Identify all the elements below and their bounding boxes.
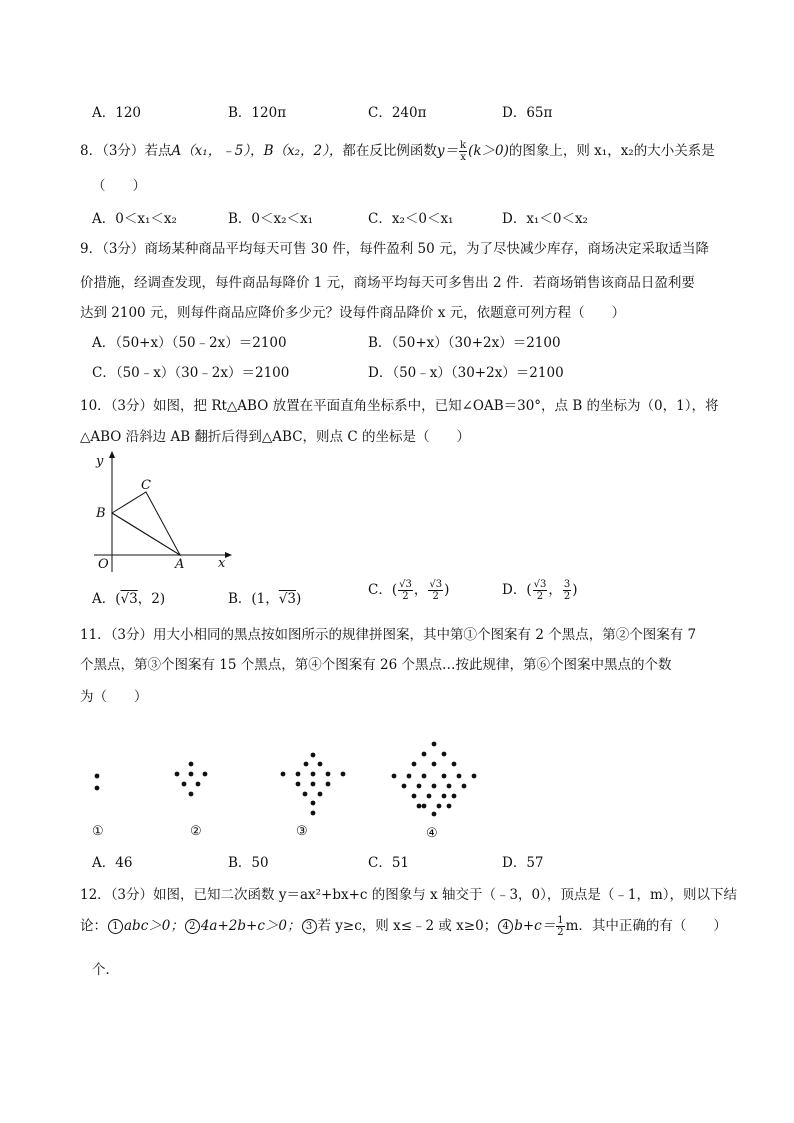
q8-number: 8． — [80, 143, 103, 159]
dot — [417, 804, 422, 809]
q12-text-2f: m．其中正确的有（ ） — [565, 918, 727, 934]
dot — [402, 784, 407, 789]
q12-line-3: 个． — [92, 962, 119, 978]
dot — [311, 801, 316, 806]
q10-label-b: B — [96, 506, 106, 521]
dot — [318, 792, 323, 797]
dot — [303, 792, 308, 797]
q8-text-c: 的图象上，则 x₁，x₂的大小关系是 — [508, 143, 715, 159]
q11-number: 11． — [80, 627, 111, 643]
q10-opt-c-d1: 2 — [402, 591, 409, 602]
q10-opt-c-prefix: C．( — [368, 582, 398, 598]
q8-score: （3分） — [102, 143, 145, 159]
q10-label-a: A — [175, 557, 185, 572]
dot — [311, 782, 316, 787]
dot — [189, 762, 194, 767]
q10-number: 10． — [80, 398, 111, 414]
dot — [196, 782, 201, 787]
q12-text-2e: b+c＝ — [514, 918, 556, 934]
dot — [304, 762, 309, 767]
q12-number: 12． — [80, 887, 111, 903]
q12-score: （3分） — [110, 887, 154, 903]
q12-circle-4: 4 — [498, 919, 513, 934]
q8-point-b: B（x₂，2）， — [263, 143, 343, 159]
q8-point-a: A（x₁，﹣5）， — [171, 143, 264, 159]
q8-option-a: A．0＜x₁＜x₂ — [92, 211, 177, 227]
dot — [296, 782, 301, 787]
q8-func-cond: (k＞0) — [468, 143, 509, 159]
q9-line-2: 价措施，经调查发现，每件商品每降价 1 元，商场平均每天可多售出 2 件．若商场销售该商品日盈利要 — [80, 275, 695, 291]
dot — [452, 762, 457, 767]
q9-text-1: 商场某种商品平均每天可售 30 件，每件盈利 50 元，为了尽快减少库存，商场决定采取适当降 — [144, 241, 709, 257]
q11-text-1: 用大小相同的黑点按如图所示的规律拼图案，其中第①个图案有 2 个黑点，第②个图案有 7 — [153, 627, 697, 643]
q11-figure-label-2: ② — [190, 824, 202, 839]
q11-line-3: 为（ ） — [80, 689, 148, 705]
q10-label-o: O — [98, 557, 109, 572]
q10-line-2: △ABO 沿斜边 AB 翻折后得到△ABC，则点 C 的坐标是（ ） — [80, 429, 470, 445]
q12-fraction — [556, 915, 564, 938]
q10-option-c: C．( $\frac{√3}{2}$ ， $\frac{√3}{2}$ ) — [368, 579, 450, 602]
dot — [296, 772, 301, 777]
dot — [437, 804, 442, 809]
dot — [417, 784, 422, 789]
dot — [392, 774, 397, 779]
q11-option-c: C．51 — [368, 855, 410, 871]
q10-score: （3分） — [110, 398, 154, 414]
q11-line-2: 个黑点，第③个图案有 15 个黑点，第④个图案有 26 个黑点…按此规律，第⑥个图案中黑点的个数 — [80, 657, 672, 673]
q9-option-c: C．（50﹣x）（30﹣2x）＝2100 — [92, 365, 290, 381]
q11-pattern-4 — [392, 742, 477, 817]
q10-opt-a-prefix: A．( — [92, 591, 121, 607]
dot — [311, 772, 316, 777]
q10-label-y: y — [96, 454, 104, 469]
dot — [189, 772, 194, 777]
q8-text-b: 都在反比例函数 — [342, 143, 437, 159]
q7-option-c: C．240π — [368, 105, 427, 121]
q8-func-lhs: y＝ — [436, 143, 458, 159]
q7-option-b: B．120π — [228, 105, 287, 121]
dot — [447, 804, 452, 809]
q11-pattern-3 — [281, 753, 346, 816]
dot — [422, 804, 427, 809]
dot — [281, 772, 286, 777]
dot — [432, 762, 437, 767]
q10-opt-b-prefix: B．(1， — [228, 591, 279, 607]
q10-opt-d-prefix: D．( — [502, 582, 532, 598]
q10-opt-d-d2: 2 — [563, 591, 571, 602]
q11-option-b: B．50 — [228, 855, 269, 871]
dot — [311, 753, 316, 758]
dot — [432, 784, 437, 789]
dot — [432, 742, 437, 747]
q10-opt-b-sqrt: √3 — [278, 591, 296, 607]
q11-pattern-2 — [175, 762, 208, 797]
q11-score: （3分） — [110, 627, 154, 643]
q9-option-d: D．（50﹣x）（30+2x）＝2100 — [368, 365, 564, 381]
dot — [95, 774, 100, 779]
q10-opt-b-suffix: ) — [295, 591, 302, 607]
dot — [203, 772, 208, 777]
q8-func-den: x — [460, 152, 466, 163]
q11-option-d: D．57 — [502, 855, 544, 871]
q10-opt-a-sqrt: √3 — [120, 591, 138, 607]
dot — [442, 752, 447, 757]
dot — [432, 812, 437, 817]
q12-frac-den: 2 — [557, 927, 564, 938]
dot — [326, 782, 331, 787]
dot — [472, 774, 477, 779]
q9-option-b: B．（50+x）（30+2x）＝2100 — [368, 335, 561, 351]
q12-text-2a: 论： — [80, 918, 107, 934]
q10-label-c: C — [141, 478, 151, 493]
dot — [427, 794, 432, 799]
q10-opt-c-d2: 2 — [432, 591, 439, 602]
q7-option-a: A．120 — [92, 105, 142, 121]
dot — [422, 752, 427, 757]
q10-option-d: D．( $\frac{√3}{2}$ ， $\frac{3}{2}$ ) — [502, 579, 578, 602]
q10-opt-c-n1: √3 — [399, 579, 412, 590]
dot — [442, 774, 447, 779]
q10-text-1: 如图，把 Rt△ABO 放置在平面直角坐标系中，已知∠OAB＝30°，点 B 的坐标为（0，1），将 — [153, 398, 719, 414]
q12-line-1 — [80, 883, 737, 903]
q12-text-1: 如图，已知二次函数 y＝ax²+bx+c 的图象与 x 轴交于（﹣3，0），顶点是（﹣1，m），则以下结 — [153, 887, 738, 903]
q11-figure-label-4: ④ — [426, 826, 438, 841]
q12-text-2d: 若 y≥c，则 x≤﹣2 或 x≥0； — [317, 918, 498, 934]
dot — [318, 762, 323, 767]
q12-frac-num: 1 — [557, 915, 564, 926]
q12-circle-3: 3 — [302, 919, 317, 934]
q10-opt-d-n2: 3 — [563, 579, 571, 590]
dot — [442, 794, 447, 799]
q8-option-b: B．0＜x₂＜x₁ — [228, 211, 314, 227]
q10-opt-d-suffix: ) — [572, 582, 578, 598]
q7-option-d: D．65π — [502, 105, 553, 121]
dot — [422, 774, 427, 779]
q9-option-a: A．（50+x）（50﹣2x）＝2100 — [92, 335, 287, 351]
q11-figure-label-1: ① — [92, 824, 104, 839]
q10-opt-c-n2: √3 — [429, 579, 443, 590]
q12-line-2 — [80, 914, 727, 938]
dot — [412, 762, 417, 767]
q8-text-a: 若点 — [144, 143, 172, 159]
q12-text-2b: abc＞0； — [124, 918, 184, 934]
dot — [457, 774, 462, 779]
q8-func-num: k — [460, 140, 467, 151]
q10-opt-a-suffix: ，2) — [137, 591, 166, 607]
q9-number: 9． — [80, 241, 103, 257]
dot — [189, 792, 194, 797]
q10-opt-c-suffix: ) — [444, 582, 450, 598]
q10-opt-d-n1: √3 — [533, 579, 547, 590]
q10-opt-d-d1: 2 — [536, 591, 544, 602]
q12-circle-1: 1 — [108, 919, 123, 934]
q10-label-x: x — [218, 556, 226, 571]
dot — [326, 772, 331, 777]
q8-option-c: C．x₂＜0＜x₁ — [368, 211, 454, 227]
dot — [407, 774, 412, 779]
dot — [341, 772, 346, 777]
dot — [182, 782, 187, 787]
q11-option-a: A．46 — [92, 855, 133, 871]
q8-blank: （ ） — [92, 178, 146, 194]
q10-opt-a-root: 3 — [129, 591, 138, 607]
q9-score: （3分） — [102, 241, 145, 257]
q12-circle-2: 2 — [185, 919, 200, 934]
dot — [462, 784, 467, 789]
q11-figure-label-3: ③ — [296, 824, 308, 839]
q11-pattern-1 — [95, 774, 100, 791]
dot — [175, 772, 180, 777]
dot — [412, 794, 417, 799]
q10-opt-b-root: 3 — [287, 591, 296, 607]
dot — [95, 786, 100, 791]
dot — [311, 811, 316, 816]
q9-line-3: 达到 2100 元，则每件商品应降价多少元？设每件商品降价 x 元，依题意可列方程（ ） — [80, 305, 626, 321]
dot — [452, 794, 457, 799]
q12-text-2c: 4a+2b+c＞0； — [200, 918, 301, 934]
q8-option-d: D．x₁＜0＜x₂ — [502, 211, 588, 227]
dot — [447, 784, 452, 789]
